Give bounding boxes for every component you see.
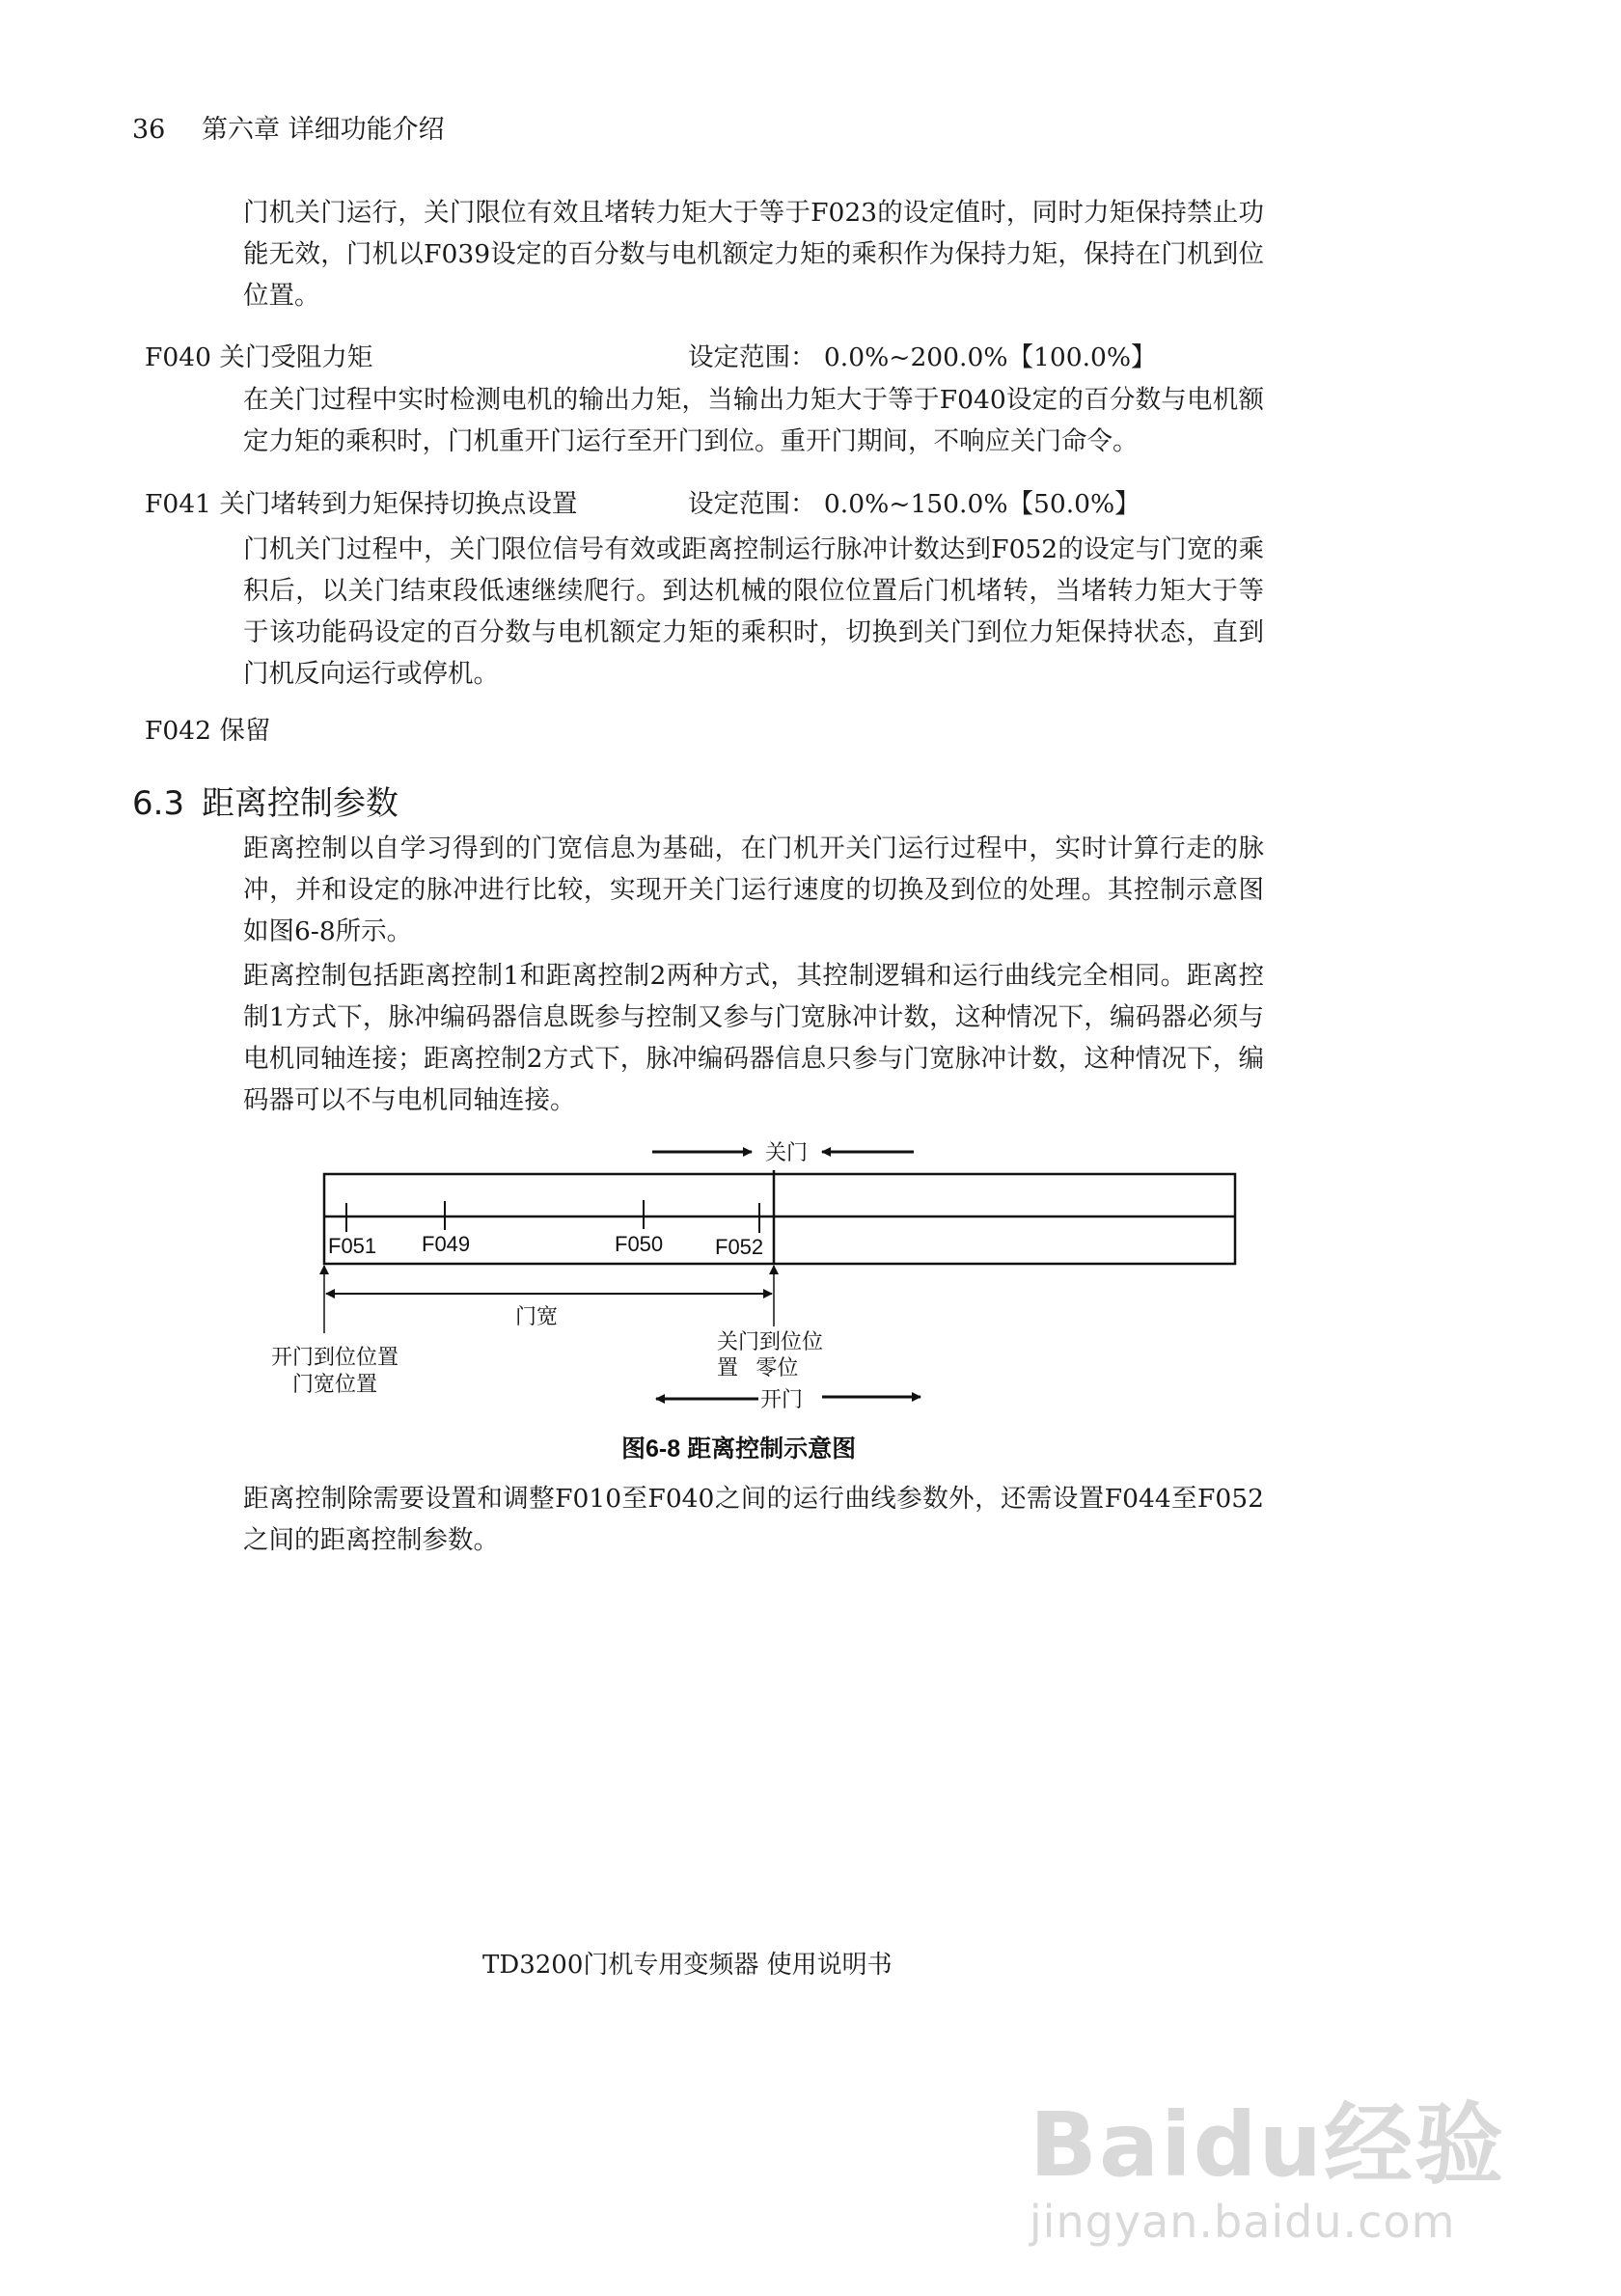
section-para-2: 距离控制包括距离控制1和距离控制2两种方式，其控制逻辑和运行曲线完全相同。距离控制1方式下，脉冲编码器信息既参与控制又参与门宽脉冲计数，这种情况下，编码器必须与电机同轴连接；距离控制2方式下，脉冲编码器信息只参与门宽脉冲计数，这种情况下，编码器可以不与电机同轴连接。 bbox=[243, 961, 1264, 1115]
distance-control-diagram bbox=[0, 1109, 1621, 1476]
section-title: 距离控制参数 bbox=[202, 784, 398, 823]
door-width-label: 门宽 bbox=[515, 1304, 559, 1328]
tick-label-f049: F049 bbox=[422, 1232, 471, 1256]
f041-heading bbox=[145, 482, 1140, 520]
tick-label-f052: F052 bbox=[715, 1235, 764, 1259]
open-position-label-1: 开门到位位置 bbox=[271, 1345, 399, 1369]
close-position-label-2: 置 零位 bbox=[717, 1355, 799, 1380]
section-para-3: 距离控制除需要设置和调整F010至F040之间的运行曲线参数外，还需设置F044至F052之间的距离控制参数。 bbox=[243, 1484, 1264, 1555]
baidu-watermark-logo bbox=[1030, 2074, 1505, 2248]
figure-caption: 图6-8 距离控制示意图 bbox=[621, 1435, 857, 1462]
watermark-brand: Baidu经验 bbox=[1029, 2093, 1505, 2197]
close-position-label-1: 关门到位位 bbox=[717, 1329, 824, 1353]
section-para-1: 距离控制以自学习得到的门宽信息为基础，在门机开关门运行过程中，实时计算行走的脉冲，并和设定的脉冲进行比较，实现开关门运行速度的切换及到位的处理。其控制示意图如图6-8所示。 bbox=[243, 834, 1264, 946]
open-position-label-2: 门宽位置 bbox=[292, 1372, 378, 1396]
f039-description: 门机关门运行，关门限位有效且堵转力矩大于等于F023的设定值时，同时力矩保持禁止功能无效，门机以F039设定的百分数与电机额定力矩的乘积作为保持力矩，保持在门机到位位置。 bbox=[243, 198, 1264, 311]
f041-range: 设定范围： 0.0%~150.0%【50.0%】 bbox=[688, 489, 1140, 519]
f041-description: 门机关门过程中，关门限位信号有效或距离控制运行脉冲计数达到F052的设定与门宽的乘积后，以关门结束段低速继续爬行。到达机械的限位位置后门机堵转，当堵转力矩大于等于该功能码设定的百分数与电机额定力矩的乘积时，切换到关门到位力矩保持状态，直到门机反向运行或停机。 bbox=[243, 534, 1264, 689]
tick-label-f051: F051 bbox=[328, 1234, 377, 1258]
close-label: 关门 bbox=[765, 1140, 809, 1164]
f040-heading bbox=[145, 336, 1157, 373]
section-number: 6.3 bbox=[132, 784, 185, 823]
chapter-title: 第六章 详细功能介绍 bbox=[202, 115, 445, 145]
watermark-url: jingyan.baidu.com bbox=[1029, 2196, 1456, 2248]
page-footer: TD3200门机专用变频器 使用说明书 bbox=[482, 1951, 893, 1980]
section-heading bbox=[132, 777, 398, 824]
page-number: 36 bbox=[132, 115, 166, 145]
f042-heading: F042 保留 bbox=[145, 716, 271, 746]
page-header bbox=[132, 108, 445, 146]
tick-label-f050: F050 bbox=[615, 1232, 664, 1256]
f041-name: F041 关门堵转到力矩保持切换点设置 bbox=[145, 489, 578, 519]
f040-description: 在关门过程中实时检测电机的输出力矩，当输出力矩大于等于F040设定的百分数与电机额定力矩的乘积时，门机重开门运行至开门到位。重开门期间，不响应关门命令。 bbox=[243, 385, 1264, 456]
f040-range: 设定范围： 0.0%~200.0%【100.0%】 bbox=[688, 342, 1157, 372]
open-label: 开门 bbox=[760, 1387, 804, 1411]
f040-name: F040 关门受阻力矩 bbox=[145, 342, 373, 372]
